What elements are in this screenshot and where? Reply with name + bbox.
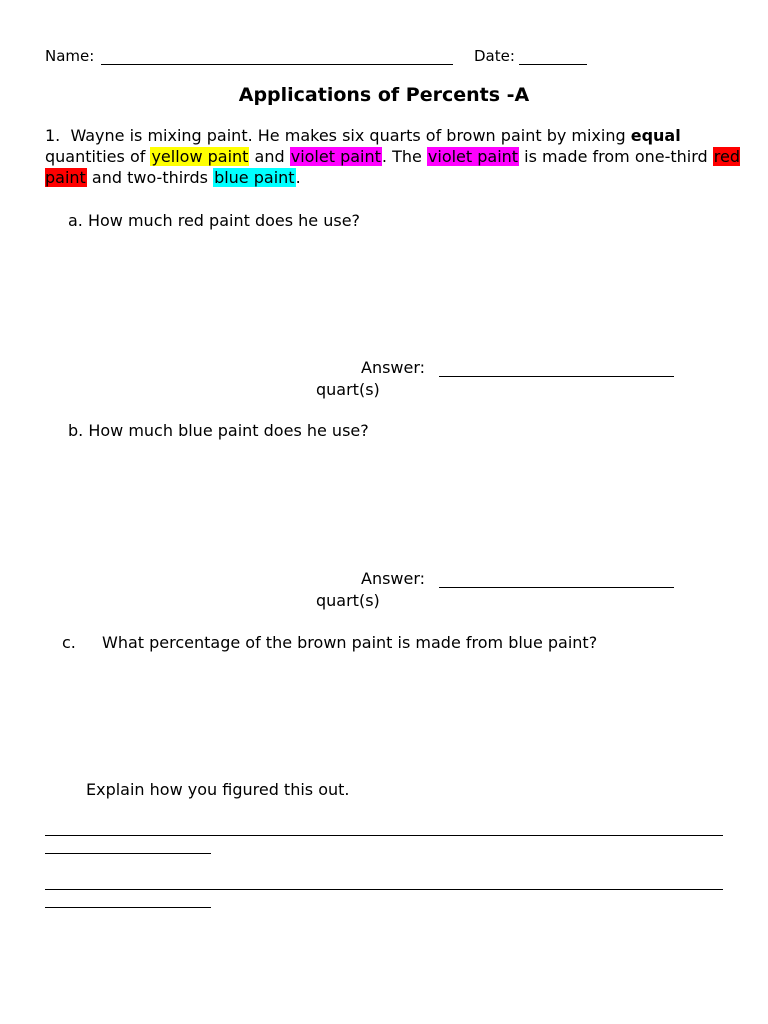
question-b: b. How much blue paint does he use? — [68, 421, 369, 440]
question-c-letter: c. — [62, 633, 76, 652]
answer-label: Answer: — [361, 358, 426, 377]
problem-text-part: . The — [381, 147, 427, 166]
blue-paint-highlight: blue paint — [214, 168, 295, 187]
answer-b-field[interactable] — [439, 587, 674, 588]
violet-paint-highlight: violet paint — [290, 147, 381, 166]
yellow-paint-highlight: yellow paint — [151, 147, 249, 166]
question-c: What percentage of the brown paint is made from blue paint? — [102, 633, 598, 652]
problem-text-part: quantities of — [45, 147, 151, 166]
explain-prompt: Explain how you figured this out. — [86, 780, 350, 799]
problem-text-part: and — [249, 147, 290, 166]
answer-unit: quart(s) — [316, 591, 380, 610]
equal-bold: equal — [630, 126, 681, 145]
problem-text — [45, 125, 745, 188]
violet-paint-highlight: violet paint — [427, 147, 519, 166]
problem-text-part: and two-thirds — [86, 168, 214, 187]
name-label: Name: — [45, 47, 95, 65]
name-field[interactable] — [101, 64, 453, 65]
date-label: Date: — [474, 47, 515, 65]
explain-line[interactable] — [45, 835, 723, 836]
explain-line[interactable] — [45, 907, 211, 908]
problem-text-part: is made from one-third — [519, 147, 713, 166]
page-title: Applications of Percents -A — [238, 84, 530, 106]
explain-line[interactable] — [45, 853, 211, 854]
explain-line[interactable] — [45, 889, 723, 890]
date-field[interactable] — [519, 64, 587, 65]
answer-label: Answer: — [361, 569, 426, 588]
answer-a-field[interactable] — [439, 376, 674, 377]
problem-text-part: . — [295, 168, 301, 187]
problem-number: 1. — [45, 126, 61, 145]
answer-unit: quart(s) — [316, 380, 380, 399]
red-paint-highlight: red paint — [45, 147, 741, 187]
problem-text-part: Wayne is mixing paint. He makes six quarts of brown paint by mixing — [70, 126, 631, 145]
question-a: a. How much red paint does he use? — [68, 211, 361, 230]
